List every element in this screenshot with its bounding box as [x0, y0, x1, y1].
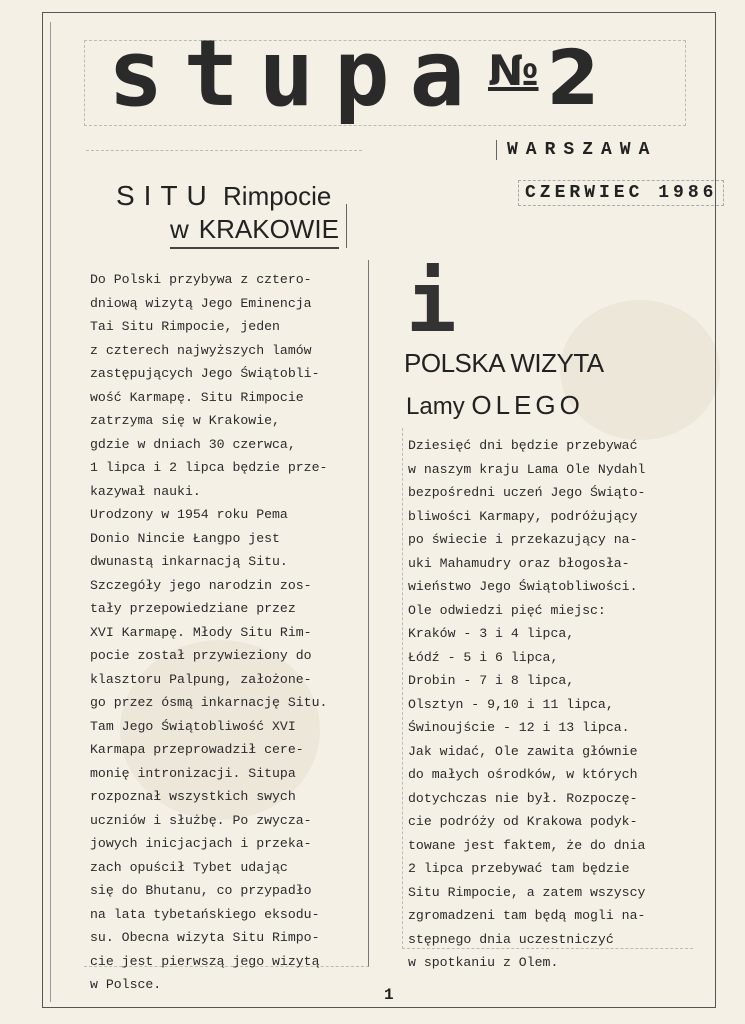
- left-article-line: XVI Karmapę. Młody Situ Rim-: [90, 624, 312, 640]
- issue-sign: №: [488, 46, 539, 95]
- right-article-line: Kraków - 3 i 4 lipca,: [408, 626, 575, 641]
- left-article-line: Tai Situ Rimpocie, jeden: [90, 319, 280, 334]
- left-article-line: go przez ósmą inkarnację Situ.: [90, 695, 328, 710]
- right-article-line: Olsztyn - 9,10 i 11 lipca,: [408, 696, 614, 712]
- left-article-line: uczniów i służbę. Po zwycza-: [90, 812, 312, 828]
- title-olego: OLEGO: [471, 390, 584, 420]
- right-article-line: dotychczas nie był. Rozpoczę-: [408, 790, 638, 806]
- right-article-line: Ole odwiedzi pięć miejsc:: [408, 602, 606, 618]
- left-article-title-line1: [116, 180, 331, 212]
- left-article-line: zach opuścił Tybet udając: [90, 859, 288, 875]
- right-article-line: cie podróży od Krakowa podyk-: [408, 814, 638, 829]
- left-article-line: klasztoru Palpung, założone-: [90, 671, 312, 687]
- issue-number: 2: [546, 33, 600, 122]
- left-article-line: 1 lipca i 2 lipca będzie prze-: [90, 460, 328, 475]
- left-article-body: [90, 268, 327, 997]
- title-lamy: Lamy: [406, 393, 465, 420]
- left-article-line: z czterech najwyższych lamów: [90, 342, 312, 358]
- left-article-line: Karmapa przeprowadził cere-: [90, 742, 304, 757]
- right-article-body: [408, 434, 645, 975]
- issue-number-block: [488, 33, 600, 122]
- right-article-line: wieństwo Jego Świątobliwości.: [408, 579, 638, 594]
- right-article-line: Jak widać, Ole zawita głównie: [408, 743, 638, 759]
- left-article-line: Urodzony w 1954 roku Pema: [90, 507, 288, 522]
- left-article-line: dwunastą inkarnacją Situ.: [90, 554, 288, 569]
- left-article-line: jowych inicjacjach i przeka-: [90, 836, 312, 851]
- right-article-line: Drobin - 7 i 8 lipca,: [408, 673, 575, 688]
- right-article-line: Situ Rimpocie, a zatem wszyscy: [408, 884, 646, 900]
- left-article-line: zastępujących Jego Świątobli-: [90, 366, 320, 381]
- right-article-line: w spotkaniu z Olem.: [408, 955, 559, 970]
- place-label: WARSZAWA: [496, 140, 657, 160]
- left-article-line: na lata tybetańskiego eksodu-: [90, 906, 320, 922]
- left-article-line: dniową wizytą Jego Eminencja: [90, 295, 312, 311]
- right-article-title-line2: [406, 390, 584, 421]
- right-article-line: Świnoujście - 12 i 13 lipca.: [408, 720, 630, 735]
- left-article-line: w Polsce.: [90, 977, 162, 992]
- page-number: 1: [384, 986, 394, 1004]
- left-article-line: rozpoznał wszystkich swych: [90, 789, 296, 804]
- title-krakowie: KRAKOWIE: [198, 214, 339, 244]
- right-article-line: Dziesięć dni będzie przebywać: [408, 438, 638, 453]
- right-article-line: bezpośredni uczeń Jego Świąto-: [408, 485, 646, 500]
- date-label: CZERWIEC 1986: [518, 180, 724, 206]
- right-article-line: stępnego dnia uczestniczyć: [408, 931, 614, 947]
- left-article-line: się do Bhutanu, co przypadło: [90, 883, 312, 898]
- conjunction-i: i: [406, 253, 457, 351]
- title-rimpocie: Rimpocie: [223, 181, 332, 211]
- left-article-line: wość Karmapę. Situ Rimpocie: [90, 389, 304, 405]
- left-article-line: monię intronizacji. Situpa: [90, 765, 296, 781]
- left-article-line: kazywał nauki.: [90, 483, 201, 499]
- right-article-line: bliwości Karmapy, podróżujący: [408, 508, 638, 524]
- right-article-line: zgromadzeni tam będą mogli na-: [408, 908, 646, 923]
- right-article-line: do małych ośrodków, w których: [408, 767, 638, 782]
- right-article-title-line1: POLSKA WIZYTA: [404, 348, 604, 378]
- masthead-title: stupa: [108, 20, 485, 127]
- title-w: w: [170, 214, 189, 244]
- left-article-line: zatrzyma się w Krakowie,: [90, 413, 280, 428]
- left-article-line: gdzie w dniach 30 czerwca,: [90, 436, 296, 452]
- left-article-line: Szczegóły jego narodzin zos-: [90, 577, 312, 593]
- left-article-line: Do Polski przybywa z cztero-: [90, 272, 312, 287]
- left-article-title-line2: [170, 214, 339, 249]
- left-article-line: Donio Nincie Łangpo jest: [90, 530, 280, 546]
- right-article-line: w naszym kraju Lama Ole Nydahl: [408, 461, 646, 477]
- left-article-line: Tam Jego Świątobliwość XVI: [90, 718, 296, 734]
- right-article-line: uki Mahamudry oraz błogosła-: [408, 555, 630, 571]
- left-article-line: tały przepowiedziane przez: [90, 601, 296, 616]
- right-article-line: po świecie i przekazujący na-: [408, 532, 638, 547]
- right-article-line: towane jest faktem, że do dnia: [408, 837, 646, 853]
- title-situ: SITU: [116, 180, 216, 211]
- right-article-line: 2 lipca przebywać tam będzie: [408, 861, 630, 876]
- left-article-line: su. Obecna wizyta Situ Rimpo-: [90, 930, 320, 945]
- right-article-line: Łódź - 5 i 6 lipca,: [408, 649, 559, 665]
- left-article-line: cie jest pierwszą jego wizytą: [90, 953, 320, 969]
- left-article-line: pocie został przywieziony do: [90, 648, 312, 663]
